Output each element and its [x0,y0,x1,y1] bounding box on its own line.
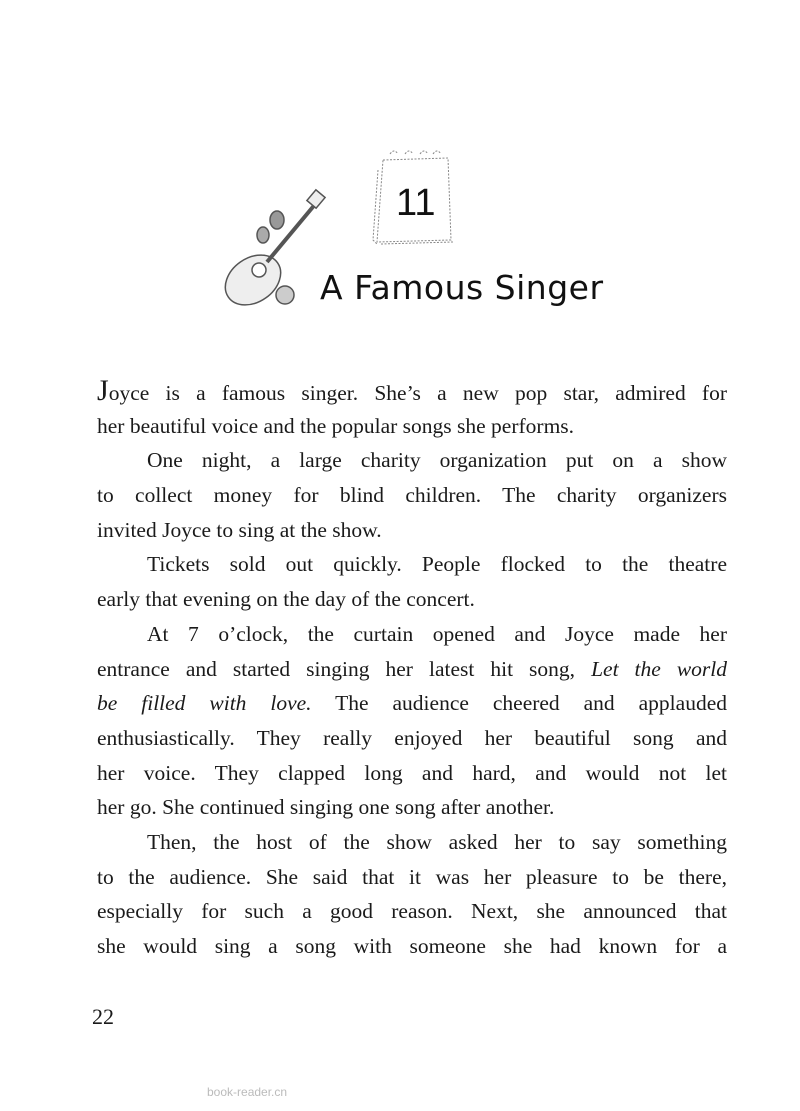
text-line [97,790,727,825]
text-line [97,756,727,791]
chapter-number: 11 [396,182,436,224]
text-segment: invited Joyce to sing at the show. [97,517,382,542]
text-segment: to the audience. She said that it was her pleasure to be there, [97,864,727,889]
text-segment: enthusiastically. They really enjoyed her beautiful song and [97,725,727,750]
text-segment: The audience cheered and applauded [311,691,727,716]
text-line [97,617,727,652]
text-line [97,825,727,860]
italic-text: be filled with love. [97,691,312,716]
text-line [97,582,727,617]
chapter-title: A Famous Singer [320,268,604,307]
text-segment: especially for such a good reason. Next, she announced that [97,899,727,924]
body-text [97,374,727,964]
text-segment: her beautiful voice and the popular songs she performs. [97,413,575,438]
text-line [97,929,727,964]
text-line [97,374,727,409]
text-line [97,860,727,895]
text-segment: Then, the host of the show asked her to say something [147,829,727,854]
text-segment: she would sing a song with someone she had known for a [97,934,727,958]
guitar-icon [216,190,325,315]
watermark: book-reader.cn [207,1085,288,1099]
text-line [97,513,727,548]
text-segment: entrance and started singing her latest hit song, [97,656,592,681]
text-line [97,894,727,929]
text-segment: early that evening on the day of the concert. [97,587,475,612]
text-line [97,409,727,444]
italic-text: Let the world [591,656,728,681]
text-segment: her voice. They clapped long and hard, and would not let [97,760,727,785]
text-segment: At 7 o’clock, the curtain opened and Joyce made her [147,621,727,646]
text-line [97,652,727,687]
text-line [97,721,727,756]
text-segment: Tickets sold out quickly. People flocked to the theatre [147,552,727,577]
text-line [97,478,727,513]
text-line [97,686,727,721]
text-segment: oyce is a famous singer. She’s a new pop star, admired for [108,381,727,405]
text-segment: One night, a large charity organization put on a show [147,448,727,473]
text-line [97,547,727,582]
text-segment: her go. She continued singing one song after another. [97,795,555,820]
text-segment: to collect money for blind children. The charity organizers [97,483,727,508]
text-line [97,443,727,478]
page-number: 22 [92,1004,114,1029]
drop-cap: J [97,374,109,407]
